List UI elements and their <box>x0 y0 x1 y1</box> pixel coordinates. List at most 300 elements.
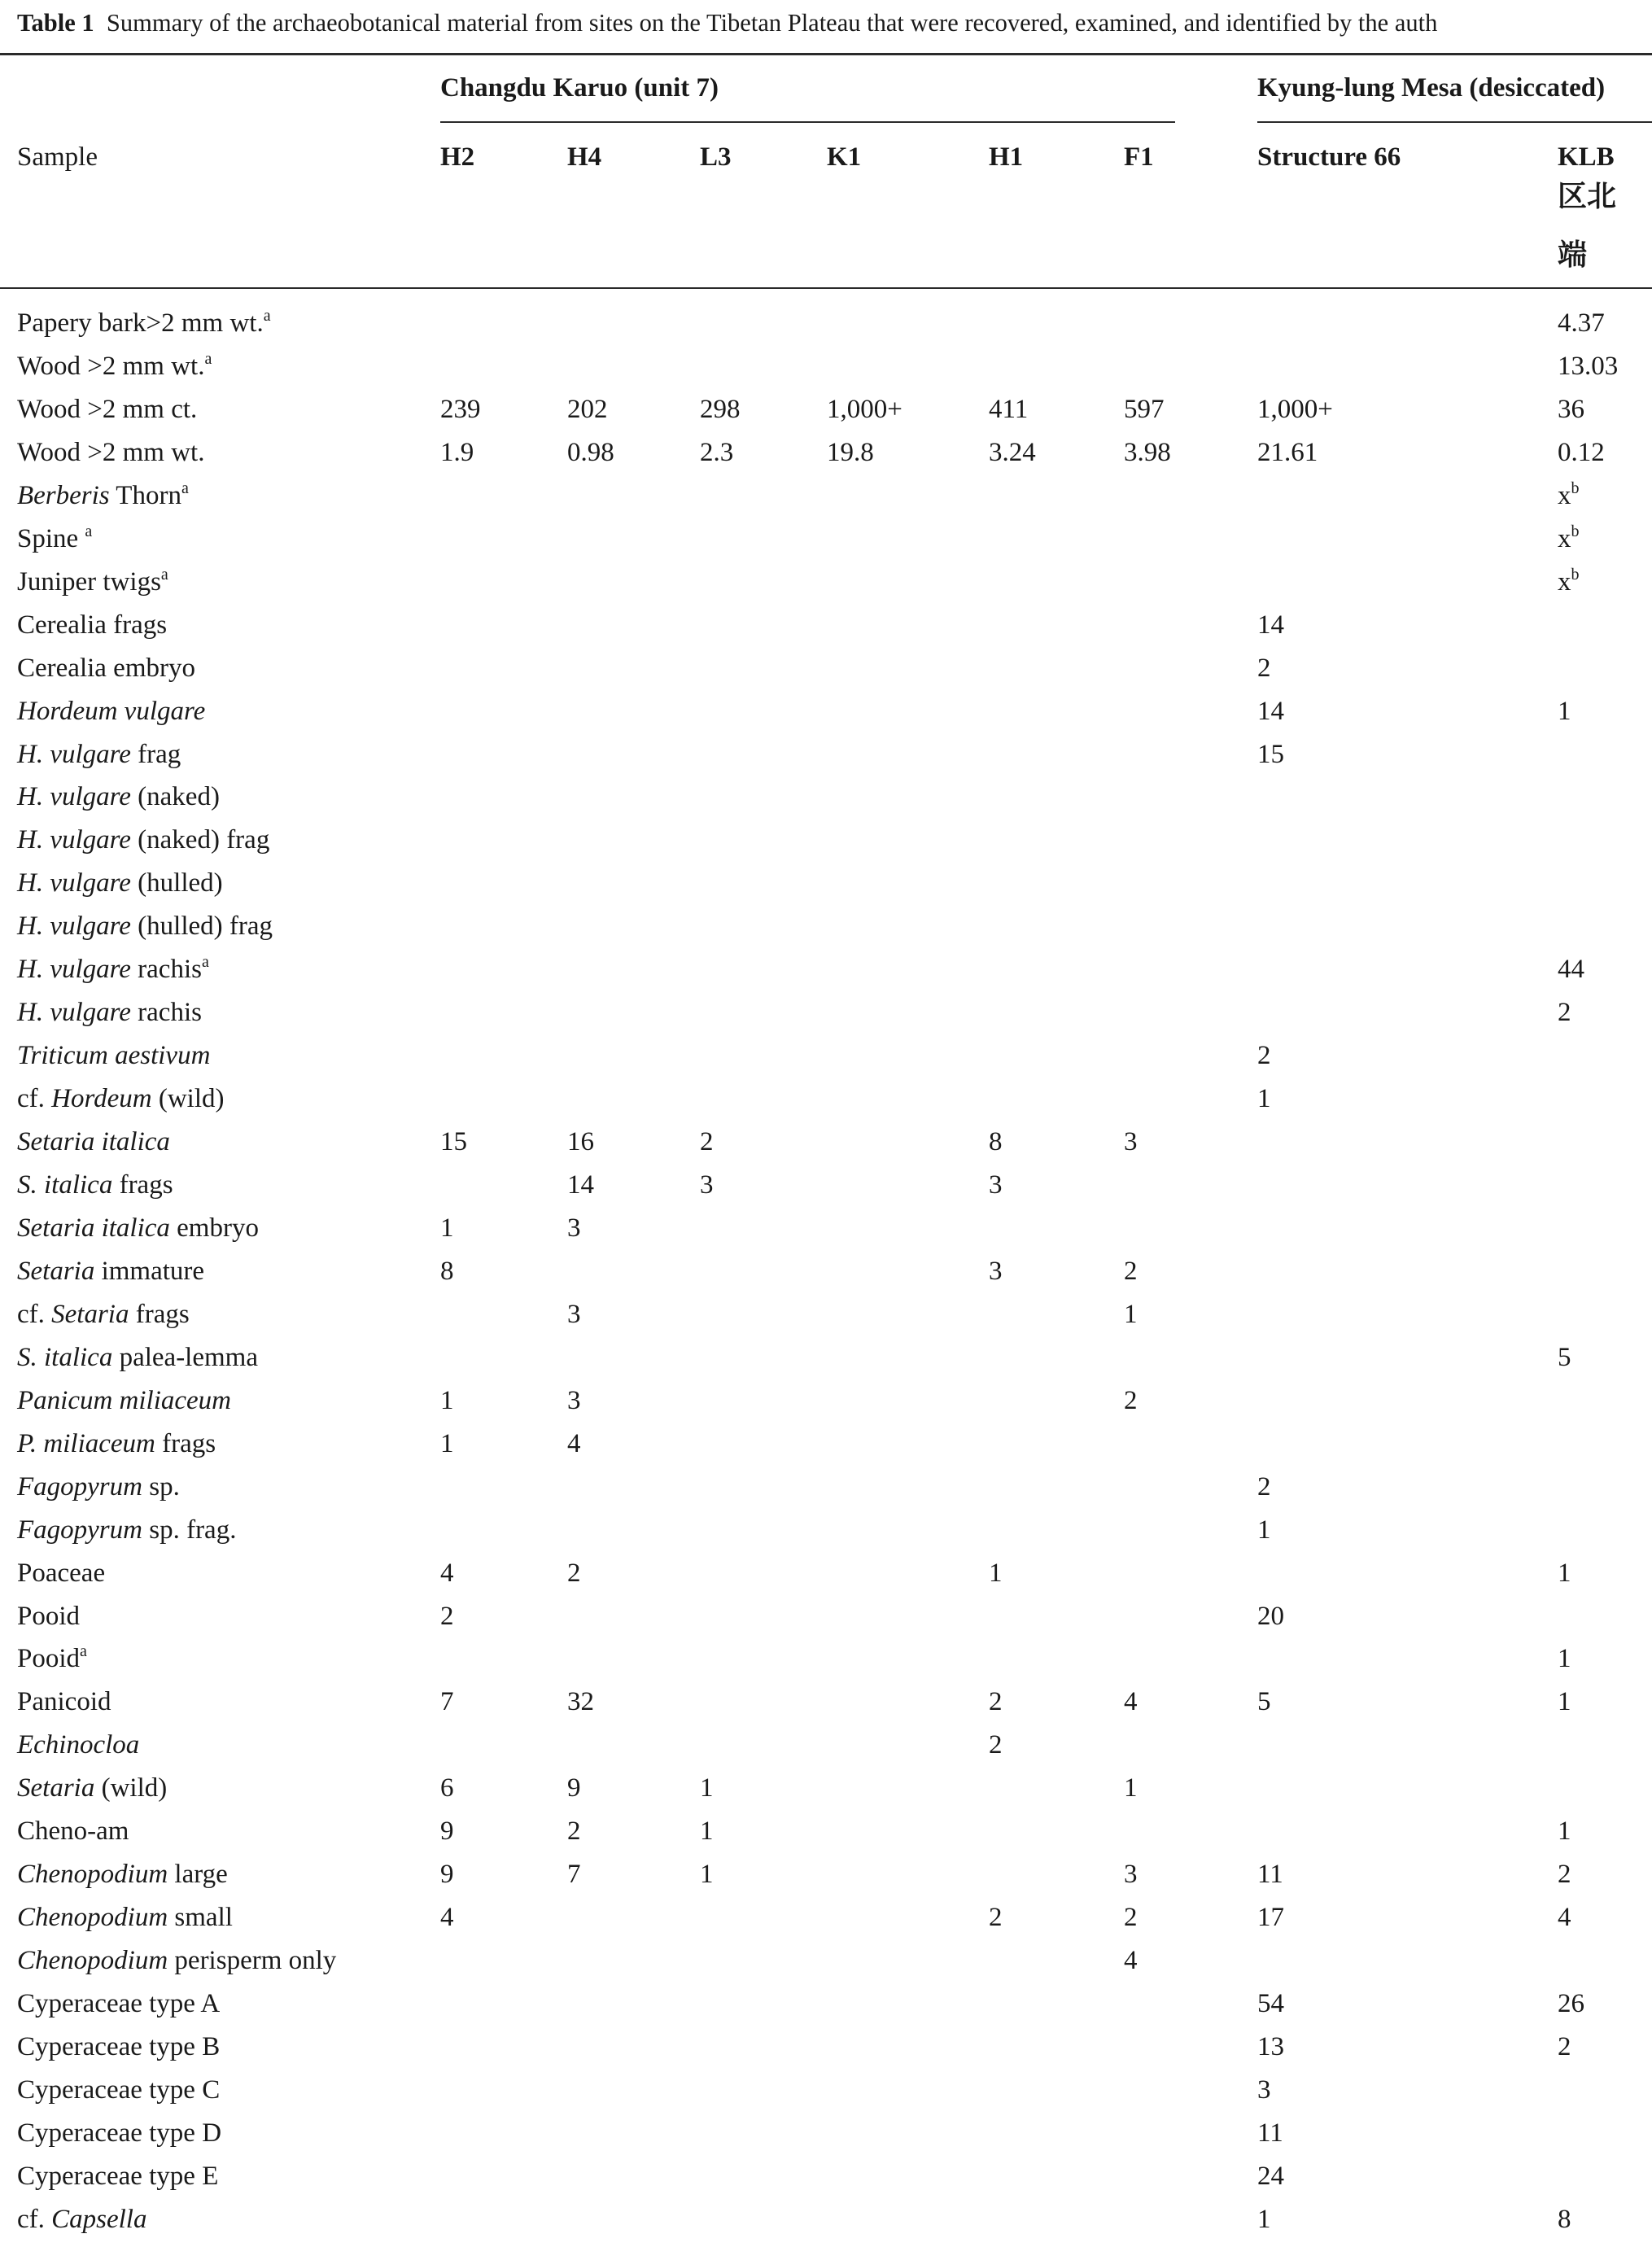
sample-label <box>17 1255 204 1287</box>
table-row <box>0 1901 1652 1944</box>
label-text: frags <box>112 1170 173 1200</box>
label-text: (naked) frag <box>130 825 270 855</box>
sample-label <box>17 1212 259 1244</box>
value-cell <box>1257 2074 1271 2106</box>
value-cell <box>1558 953 1584 986</box>
value-cell <box>567 1126 594 1158</box>
label-taxon: H. vulgare <box>17 868 131 898</box>
label-text: Thorn <box>109 480 181 510</box>
value-cell <box>1558 2203 1571 2236</box>
sample-label <box>17 1944 336 1977</box>
sample-label <box>17 824 269 856</box>
label-text: rachis <box>130 955 202 985</box>
cell-value: 3 <box>567 1385 581 1415</box>
cell-value: 1 <box>440 1428 454 1458</box>
value-cell <box>567 1858 581 1891</box>
sample-label <box>17 1772 167 1804</box>
sample-label <box>17 2160 218 2192</box>
value-cell <box>440 1772 454 1804</box>
value-cell <box>1558 1642 1571 1675</box>
header-rule <box>0 287 1652 289</box>
label-taxon: Chenopodium <box>17 1903 168 1933</box>
label-text: immature <box>94 1256 205 1286</box>
cell-value: 2 <box>567 1816 581 1847</box>
label-text: Cyperaceae type A <box>17 1989 221 2019</box>
label-text: cf. <box>17 1299 52 1329</box>
table-row <box>0 1858 1652 1901</box>
sample-label <box>17 2117 221 2149</box>
cell-value: 411 <box>989 394 1029 424</box>
label-text: Spine <box>17 523 85 553</box>
table-row <box>0 867 1652 910</box>
column-header-l3: L3 <box>700 142 732 172</box>
table-row <box>0 1384 1652 1427</box>
sample-label <box>17 1815 129 1847</box>
label-text: (naked) <box>130 782 220 812</box>
sample-label <box>17 350 212 383</box>
sample-column-header: Sample <box>17 142 98 172</box>
cell-value: 3 <box>989 1170 1003 1200</box>
sample-label <box>17 1729 139 1761</box>
value-cell <box>1558 695 1571 728</box>
sample-label <box>17 652 195 684</box>
sample-label <box>17 910 273 942</box>
value-cell <box>1124 1901 1138 1934</box>
cell-value: 3 <box>567 1299 581 1329</box>
cell-value: 2 <box>989 1687 1003 1717</box>
cell-value: x <box>1558 523 1571 553</box>
footnote-marker: a <box>160 565 168 584</box>
value-cell <box>1558 1557 1571 1589</box>
label-taxon: Panicum miliaceum <box>17 1385 232 1415</box>
label-text: cf. <box>17 1084 52 1114</box>
sample-label <box>17 436 204 469</box>
label-text: Panicoid <box>17 1687 111 1717</box>
value-cell <box>1124 1944 1138 1977</box>
sample-label <box>17 1169 173 1201</box>
column-header-klb: KLB <box>1558 142 1615 172</box>
column-header-structure-66: Structure 66 <box>1257 142 1401 172</box>
value-cell <box>1558 566 1580 598</box>
label-text: frags <box>155 1428 216 1458</box>
table-row <box>0 1642 1652 1685</box>
cell-value: 21.61 <box>1257 437 1318 467</box>
table-row <box>0 2031 1652 2074</box>
value-cell <box>567 1427 581 1460</box>
label-text: Wood >2 mm wt. <box>17 351 205 381</box>
table-row <box>0 1126 1652 1169</box>
value-cell <box>1257 1471 1271 1503</box>
table-row <box>0 695 1652 738</box>
table-row <box>0 738 1652 781</box>
table-caption-label: Table 1 <box>17 9 94 37</box>
column-header-h1: H1 <box>989 142 1024 172</box>
table-row <box>0 1471 1652 1514</box>
sample-label <box>17 1471 180 1503</box>
label-text: large <box>168 1860 228 1890</box>
value-cell <box>1257 393 1333 426</box>
value-cell <box>1558 479 1580 512</box>
value-cell <box>440 1685 454 1718</box>
column-header-h4: H4 <box>567 142 602 172</box>
cell-value: 1 <box>700 1816 714 1847</box>
value-cell <box>440 1255 454 1287</box>
cell-value: 1 <box>1257 1515 1271 1545</box>
table-caption <box>17 7 1652 39</box>
value-cell <box>1257 1039 1271 1072</box>
table-row <box>0 2074 1652 2117</box>
value-cell <box>1257 2203 1271 2236</box>
cell-value: 1.9 <box>440 437 474 467</box>
sample-label <box>17 2031 220 2063</box>
label-text: Cyperaceae type E <box>17 2161 219 2191</box>
sample-label <box>17 2074 220 2106</box>
label-taxon: Chenopodium <box>17 1860 168 1890</box>
column-header-k1: K1 <box>827 142 862 172</box>
sample-label <box>17 867 223 899</box>
value-cell <box>700 1858 714 1891</box>
value-cell <box>1257 2160 1284 2192</box>
value-cell <box>827 393 902 426</box>
value-cell <box>989 1557 1003 1589</box>
value-cell <box>440 1557 454 1589</box>
value-cell <box>1558 1685 1571 1718</box>
sample-label <box>17 1039 210 1072</box>
table-row <box>0 307 1652 350</box>
sample-label <box>17 1427 216 1460</box>
label-taxon: Chenopodium <box>17 1946 168 1976</box>
value-cell <box>440 1427 454 1460</box>
label-taxon: Setaria <box>17 1256 95 1286</box>
value-cell <box>1257 652 1271 684</box>
cell-value: 26 <box>1558 1989 1584 2019</box>
label-text: (wild) <box>94 1773 168 1803</box>
value-cell <box>1124 1255 1138 1287</box>
label-text: Pooid <box>17 1644 81 1674</box>
value-cell <box>989 1126 1003 1158</box>
cell-value: 4.37 <box>1558 308 1605 338</box>
top-rule <box>0 53 1652 55</box>
cell-value: 2 <box>1558 998 1571 1028</box>
value-cell <box>700 436 733 469</box>
label-taxon: Setaria <box>51 1299 129 1329</box>
value-cell <box>1257 738 1284 771</box>
table-row <box>0 2160 1652 2203</box>
cell-value: 1 <box>1558 1558 1571 1588</box>
value-cell <box>1558 2031 1571 2063</box>
table-row <box>0 2203 1652 2246</box>
label-text: Papery bark>2 mm wt. <box>17 308 264 338</box>
cell-value: 5 <box>1558 1342 1571 1372</box>
cell-value: 298 <box>700 394 741 424</box>
cell-value: 2 <box>989 1903 1003 1933</box>
value-cell <box>989 1169 1003 1201</box>
label-text: palea-lemma <box>112 1342 258 1372</box>
cell-value: 14 <box>1257 696 1284 726</box>
table-row <box>0 393 1652 436</box>
value-cell <box>1124 393 1165 426</box>
value-cell <box>1124 1126 1138 1158</box>
value-cell <box>567 1298 581 1331</box>
value-cell <box>440 1901 454 1934</box>
cell-value: 2 <box>1257 1471 1271 1502</box>
sample-label <box>17 479 189 512</box>
cell-value: 3 <box>700 1170 714 1200</box>
cell-value: 1 <box>700 1860 714 1890</box>
label-taxon: Hordeum vulgare <box>17 696 206 726</box>
cell-value: 4 <box>1124 1687 1138 1717</box>
cell-value: 0.12 <box>1558 437 1605 467</box>
value-cell <box>1124 1772 1138 1804</box>
cell-value: 1,000+ <box>827 394 902 424</box>
label-taxon: S. italica <box>17 1342 113 1372</box>
cell-value: x <box>1558 566 1571 597</box>
cell-value: 11 <box>1257 2118 1283 2148</box>
table-row <box>0 1514 1652 1557</box>
value-cell <box>700 393 741 426</box>
cell-value: 9 <box>567 1773 581 1803</box>
cell-value: 16 <box>567 1127 594 1157</box>
value-cell <box>440 1384 454 1417</box>
label-text: frags <box>129 1299 190 1329</box>
group-header-changdu-karuo: Changdu Karuo (unit 7) <box>440 73 719 103</box>
label-text: Pooid <box>17 1601 81 1631</box>
value-cell <box>1257 1600 1284 1633</box>
table-row <box>0 566 1652 609</box>
cell-value: 239 <box>440 394 481 424</box>
value-cell <box>1257 1987 1284 2020</box>
table-row <box>0 1729 1652 1772</box>
footnote-marker: a <box>80 1642 87 1661</box>
label-text: Cyperaceae type C <box>17 2074 221 2105</box>
cell-value: 202 <box>567 394 608 424</box>
value-cell <box>440 393 481 426</box>
value-cell <box>700 1126 714 1158</box>
cell-value: 1 <box>700 1773 714 1803</box>
value-cell <box>1558 307 1605 339</box>
label-taxon: H. vulgare <box>17 825 131 855</box>
cell-value: 2 <box>1124 1903 1138 1933</box>
sample-label <box>17 522 92 555</box>
label-text: Cerealia embryo <box>17 653 195 683</box>
cell-value: 15 <box>1257 739 1284 769</box>
cell-value: 1 <box>1558 1816 1571 1847</box>
cell-value: 19.8 <box>827 437 874 467</box>
table-row <box>0 1600 1652 1643</box>
value-cell <box>1558 1858 1571 1891</box>
label-text: sp. <box>142 1471 180 1502</box>
cell-value: 3 <box>567 1213 581 1243</box>
cell-value: 14 <box>567 1170 594 1200</box>
label-text: Cyperaceae type D <box>17 2118 222 2148</box>
cell-value: 3 <box>989 1256 1003 1286</box>
table-row <box>0 1298 1652 1341</box>
cell-value: 2 <box>1558 2032 1571 2061</box>
value-cell <box>440 1600 454 1633</box>
value-cell <box>567 1772 581 1804</box>
value-cell <box>1124 1384 1138 1417</box>
value-cell <box>440 436 474 469</box>
sample-label <box>17 1600 80 1633</box>
label-text: (wild) <box>151 1084 225 1114</box>
value-cell <box>700 1815 714 1847</box>
table-row <box>0 1212 1652 1255</box>
cell-value: 1 <box>989 1558 1003 1588</box>
cell-value: 597 <box>1124 394 1165 424</box>
value-cell <box>567 1169 594 1201</box>
cell-value: 2.3 <box>700 437 734 467</box>
table-row <box>0 436 1652 479</box>
label-text: Cheno-am <box>17 1816 129 1847</box>
value-cell <box>989 436 1036 469</box>
label-text: Cerealia frags <box>17 610 168 640</box>
sample-label <box>17 1685 111 1718</box>
value-cell <box>1257 1858 1283 1891</box>
value-cell <box>1558 996 1571 1029</box>
value-cell <box>1558 1901 1571 1934</box>
label-text: sp. frag. <box>142 1515 237 1545</box>
value-cell <box>700 1772 714 1804</box>
cell-value: 2 <box>1257 1041 1271 1071</box>
value-cell <box>440 1212 454 1244</box>
label-taxon: S. italica <box>17 1170 113 1200</box>
value-cell <box>1257 609 1284 641</box>
value-cell <box>1257 695 1284 728</box>
table-row <box>0 1169 1652 1212</box>
sample-label <box>17 566 168 598</box>
label-text: perisperm only <box>168 1946 337 1976</box>
table-row <box>0 953 1652 996</box>
label-text: Wood >2 mm ct. <box>17 394 198 424</box>
cell-value: 4 <box>1558 1903 1571 1933</box>
label-text: rachis <box>130 998 202 1028</box>
value-cell <box>567 1384 581 1417</box>
table-row <box>0 1685 1652 1729</box>
cell-value: 13 <box>1257 2032 1284 2061</box>
footnote-marker: a <box>263 307 271 325</box>
table-row <box>0 609 1652 652</box>
value-cell <box>1257 2031 1284 2063</box>
cell-value: 44 <box>1558 955 1584 985</box>
value-cell <box>440 1858 454 1891</box>
table-row <box>0 2117 1652 2160</box>
value-cell <box>1257 436 1318 469</box>
sample-label <box>17 996 202 1029</box>
label-text: Poaceae <box>17 1558 106 1588</box>
cell-value: 7 <box>440 1687 454 1717</box>
value-cell <box>1257 1514 1271 1546</box>
sample-label <box>17 1987 220 2020</box>
cell-value: 1 <box>440 1385 454 1415</box>
cell-value: 2 <box>440 1601 454 1631</box>
cell-value: 2 <box>1257 653 1271 683</box>
sample-label <box>17 1384 231 1417</box>
table-row <box>0 1772 1652 1815</box>
table-row <box>0 910 1652 953</box>
label-text: embryo <box>169 1213 259 1243</box>
label-taxon: Capsella <box>51 2204 147 2234</box>
cell-value: 6 <box>440 1773 454 1803</box>
sample-label <box>17 738 181 771</box>
cell-value: 1 <box>1558 696 1571 726</box>
sample-label <box>17 1514 236 1546</box>
cell-value: 4 <box>567 1428 581 1458</box>
sample-label <box>17 1298 190 1331</box>
table-row <box>0 1082 1652 1126</box>
cell-value: 20 <box>1257 1601 1284 1631</box>
label-taxon: Setaria italica <box>17 1127 170 1157</box>
column-header-f1: F1 <box>1124 142 1154 172</box>
cell-value: 4 <box>440 1558 454 1588</box>
label-taxon: Triticum aestivum <box>17 1041 211 1071</box>
cell-value: 1 <box>1558 1687 1571 1717</box>
cell-value: 4 <box>1124 1946 1138 1976</box>
value-cell <box>989 1901 1003 1934</box>
label-taxon: Fagopyrum <box>17 1515 142 1545</box>
cell-value: 32 <box>567 1687 594 1717</box>
klb-subheader-line2: 端 <box>1558 238 1588 272</box>
label-taxon: Echinocloa <box>17 1730 140 1760</box>
table-row <box>0 1255 1652 1298</box>
cell-value: 3 <box>1257 2074 1271 2105</box>
label-taxon: Fagopyrum <box>17 1471 142 1502</box>
table-row <box>0 1815 1652 1858</box>
sample-label <box>17 2203 146 2236</box>
value-cell <box>567 393 608 426</box>
value-cell <box>567 1815 581 1847</box>
sample-label <box>17 1858 228 1891</box>
table-row <box>0 479 1652 522</box>
table-row <box>0 652 1652 695</box>
cell-value: 13.03 <box>1558 351 1619 381</box>
cell-value: 7 <box>567 1860 581 1890</box>
value-cell <box>827 436 874 469</box>
value-cell <box>1558 393 1584 426</box>
table-row <box>0 522 1652 566</box>
sample-label <box>17 1557 105 1589</box>
cell-value: 2 <box>1124 1385 1138 1415</box>
sample-label <box>17 953 209 986</box>
sample-label <box>17 780 220 813</box>
value-cell <box>1558 1341 1571 1374</box>
cell-value: 2 <box>1124 1256 1138 1286</box>
value-cell <box>1558 1815 1571 1847</box>
label-text: (hulled) frag <box>130 911 273 942</box>
label-text: Juniper twigs <box>17 566 161 597</box>
value-cell <box>1124 1858 1138 1891</box>
cell-value: 3.24 <box>989 437 1036 467</box>
label-taxon: Setaria <box>17 1773 95 1803</box>
table-row <box>0 1341 1652 1384</box>
value-cell <box>567 1685 594 1718</box>
cell-value: 8 <box>440 1256 454 1286</box>
footnote-marker: b <box>1571 479 1580 497</box>
cell-value: 8 <box>1558 2204 1571 2234</box>
cell-value: 5 <box>1257 1687 1271 1717</box>
label-text: frag <box>130 739 181 769</box>
footnote-marker: a <box>201 953 209 972</box>
value-cell <box>989 1255 1003 1287</box>
label-taxon: Berberis <box>17 480 110 510</box>
cell-value: 14 <box>1257 610 1284 640</box>
value-cell <box>989 393 1028 426</box>
value-cell <box>1124 1298 1138 1331</box>
cell-value: 3 <box>1124 1860 1138 1890</box>
table-row <box>0 350 1652 393</box>
value-cell <box>989 1685 1003 1718</box>
label-taxon: Setaria italica <box>17 1213 170 1243</box>
label-text: Wood >2 mm wt. <box>17 437 205 467</box>
